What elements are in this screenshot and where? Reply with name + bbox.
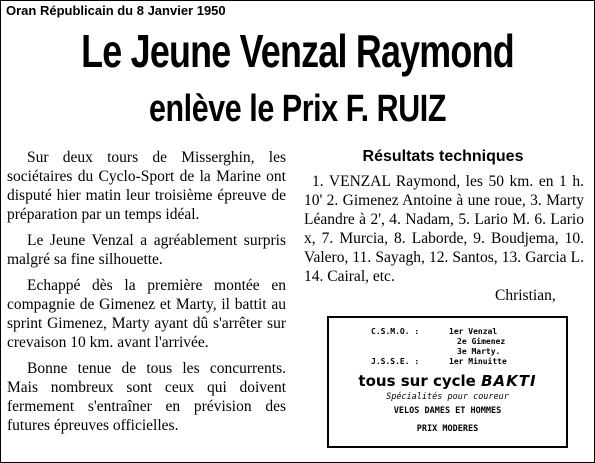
article-paragraph: Echappé dès la première montée en compagnie de Gimenez et Marty, il battit au sprint Gimenez, Marty ayant dû s'arrêter sur crevaison 10 km. avant l'arrivée. — [7, 277, 286, 351]
ad-line-prices: PRIX MODERES — [416, 424, 479, 434]
results-title: Résultats techniques — [362, 148, 524, 165]
article-paragraph: Bonne tenue de tous les concurrents. Mais nombreux sont ceux qui doivent fermement s'entraîner en prévision des futures épreuves officielles. — [7, 360, 286, 434]
article-paragraph: Sur deux tours de Misserghin, les sociétaires du Cyclo-Sport de la Marine ont disputé hier matin leur troisième épreuve de préparation par un temps idéal. — [7, 149, 286, 223]
article-paragraph: Le Jeune Venzal a agréablement surpris malgré sa fine silhouette. — [7, 232, 286, 268]
ad-rider-label: 2e Gimenez — [457, 337, 506, 346]
article-body — [7, 148, 286, 442]
ad-headline — [329, 372, 566, 390]
ad-club-label: J.S.S.E. : — [371, 357, 420, 366]
ad-headline-prefix: tous sur cycle — [358, 372, 476, 390]
bakti-advertisement — [327, 316, 568, 448]
ad-rider-label: 1er Venzal — [449, 327, 498, 336]
source-caption: Oran Républicain du 8 Janvier 1950 — [6, 3, 226, 18]
ad-rider-label: 1er Minuitte — [449, 357, 507, 366]
author-signature: Christian, — [495, 287, 556, 304]
ad-rider-label: 3e Marty. — [457, 347, 501, 356]
headline: Le Jeune Venzal Raymond — [81, 25, 514, 77]
ad-line-specialties: Spécialités pour coureur — [386, 392, 509, 402]
ad-line-bikes: VELOS DAMES ET HOMMES — [393, 406, 502, 416]
ad-brand: BAKTI — [481, 372, 537, 390]
results-text: 1. VENZAL Raymond, les 50 km. en 1 h. 10' 2. Gimenez Antoine à une roue, 3. Marty Léandre à 2', 4. Nadam, 5. Lario M. 6. Lario x, 7. Murcia, 8. Laborde, 9. Boudjema, 10. Valero, 11. Sayagh, 12. Santos, 13. Garcia L. 14. Cairal, etc. — [304, 173, 584, 285]
subheadline: enlève le Prix F. RUIZ — [148, 88, 447, 130]
ad-club-label: C.S.M.O. : — [371, 327, 420, 336]
